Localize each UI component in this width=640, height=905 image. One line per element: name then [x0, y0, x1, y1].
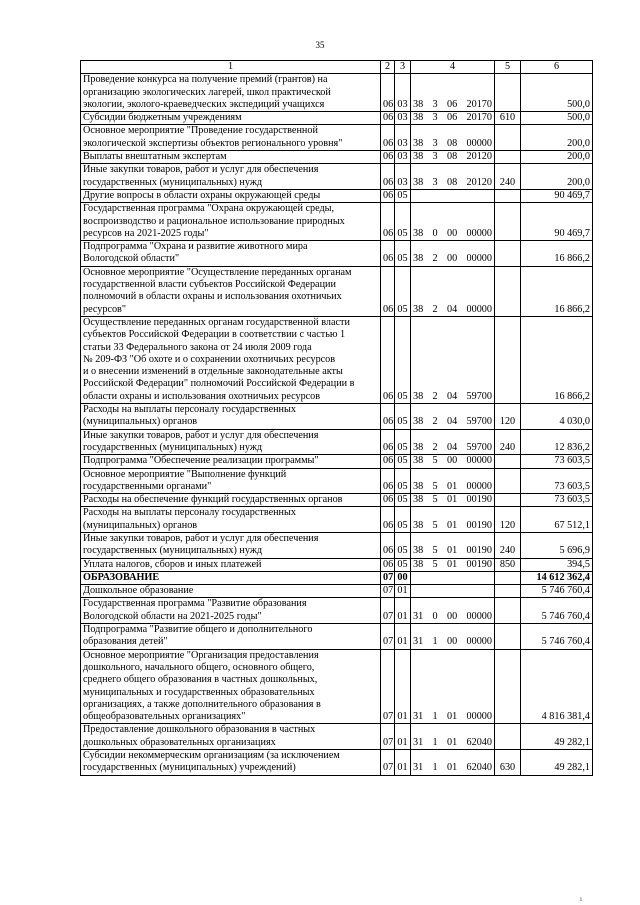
code-part: 04 — [446, 441, 458, 453]
table-header-row — [81, 61, 593, 74]
row-name: Подпрограмма "Развитие общего и дополнительного образования детей" — [81, 624, 381, 650]
row-subsection: 05 — [395, 404, 411, 430]
target-article-code — [413, 138, 492, 150]
code-part: 04 — [446, 303, 458, 315]
code-part: 06 — [446, 112, 458, 124]
code-part: 31 — [413, 636, 424, 648]
header-col-2: 2 — [381, 61, 395, 74]
row-amount: 500,0 — [521, 74, 593, 112]
row-amount: 14 612 362,4 — [521, 571, 593, 584]
header-col-6: 6 — [521, 61, 593, 74]
row-target-article — [411, 404, 495, 430]
row-amount: 73 603,5 — [521, 455, 593, 468]
row-section: 06 — [381, 429, 395, 455]
row-section: 06 — [381, 455, 395, 468]
code-part: 01 — [446, 558, 458, 570]
row-subsection: 01 — [395, 724, 411, 750]
code-part: 3 — [432, 137, 438, 149]
code-part: 1 — [432, 711, 438, 723]
row-expense-type — [495, 125, 521, 151]
row-expense-type — [495, 649, 521, 724]
row-name: Осуществление переданных органам государственной власти субъектов Российской Федерации в соответствии с частью 1 статьи 33 Федерального закона от 24 июля 2009 года № 209-ФЗ "Об охоте и о сохранении охотничьих ресурсов и о внесении изменений в отдельные законодательные акты Российской Федерации" полномочий Российской Федерации в области охраны и использования охотничьих ресурсов — [81, 316, 381, 403]
row-target-article — [411, 571, 495, 584]
row-section: 07 — [381, 571, 395, 584]
row-name: Иные закупки товаров, работ и услуг для обеспечения государственных (муниципальных) нужд — [81, 532, 381, 558]
table-row — [81, 468, 593, 494]
row-amount: 4 816 381,4 — [521, 649, 593, 724]
code-part: 38 — [413, 112, 424, 124]
target-article-code — [413, 737, 492, 749]
code-part: 38 — [413, 455, 424, 467]
row-name: Основное мероприятие "Проведение государственной экологической экспертизы объектов регионального уровня" — [81, 125, 381, 151]
row-section: 07 — [381, 724, 395, 750]
row-subsection: 05 — [395, 468, 411, 494]
row-target-article — [411, 266, 495, 316]
budget-table — [80, 60, 593, 776]
row-expense-type: 850 — [495, 558, 521, 571]
row-target-article — [411, 724, 495, 750]
code-part: 59700 — [466, 390, 492, 402]
code-part: 5 — [432, 519, 438, 531]
row-target-article — [411, 494, 495, 507]
code-part: 00000 — [466, 636, 492, 648]
table-row — [81, 585, 593, 598]
row-expense-type — [495, 624, 521, 650]
row-subsection: 03 — [395, 125, 411, 151]
row-section: 06 — [381, 507, 395, 533]
code-part: 04 — [446, 390, 458, 402]
page-number: 35 — [315, 40, 325, 50]
row-name: Расходы на выплаты персоналу государственных (муниципальных) органов — [81, 404, 381, 430]
target-article-code — [413, 762, 492, 774]
target-article-code — [413, 455, 492, 467]
row-target-article — [411, 429, 495, 455]
table-row — [81, 316, 593, 403]
code-part: 01 — [446, 762, 458, 774]
row-section: 07 — [381, 649, 395, 724]
row-target-article — [411, 241, 495, 267]
code-part: 38 — [413, 176, 424, 188]
row-subsection: 05 — [395, 455, 411, 468]
row-expense-type — [495, 468, 521, 494]
code-part: 38 — [413, 558, 424, 570]
code-part: 59700 — [466, 416, 492, 428]
table-row — [81, 724, 593, 750]
table-row — [81, 455, 593, 468]
row-section: 06 — [381, 532, 395, 558]
code-part: 38 — [413, 519, 424, 531]
code-part: 38 — [413, 137, 424, 149]
code-part: 3 — [432, 98, 438, 110]
row-name: Государственная программа "Охрана окружающей среды, воспроизводство и рациональное использование природных ресурсов на 2021-2025 годы" — [81, 203, 381, 241]
code-part: 5 — [432, 480, 438, 492]
row-name: Расходы на выплаты персоналу государственных (муниципальных) органов — [81, 507, 381, 533]
code-part: 20120 — [466, 151, 492, 163]
row-amount: 5 746 760,4 — [521, 624, 593, 650]
row-amount: 90 469,7 — [521, 203, 593, 241]
row-target-article — [411, 624, 495, 650]
table-row — [81, 74, 593, 112]
row-expense-type: 610 — [495, 112, 521, 125]
code-part: 38 — [413, 253, 424, 265]
code-part: 00000 — [466, 711, 492, 723]
target-article-code — [413, 711, 492, 723]
row-expense-type — [495, 455, 521, 468]
header-col-5: 5 — [495, 61, 521, 74]
row-target-article — [411, 750, 495, 776]
target-article-code — [413, 112, 492, 124]
row-subsection: 05 — [395, 558, 411, 571]
row-amount: 16 866,2 — [521, 316, 593, 403]
row-name: Подпрограмма "Охрана и развитие животного мира Вологодской области" — [81, 241, 381, 267]
code-part: 5 — [432, 494, 438, 506]
row-amount: 5 746 760,4 — [521, 598, 593, 624]
row-subsection: 03 — [395, 164, 411, 190]
row-amount: 5 746 760,4 — [521, 585, 593, 598]
code-part: 00000 — [466, 610, 492, 622]
code-part: 31 — [413, 610, 424, 622]
code-part: 00 — [446, 455, 458, 467]
code-part: 62040 — [466, 736, 492, 748]
row-amount: 500,0 — [521, 112, 593, 125]
row-subsection: 05 — [395, 429, 411, 455]
row-subsection: 05 — [395, 266, 411, 316]
row-amount: 49 282,1 — [521, 750, 593, 776]
row-expense-type — [495, 316, 521, 403]
row-expense-type — [495, 598, 521, 624]
table-row — [81, 507, 593, 533]
code-part: 20120 — [466, 176, 492, 188]
row-section: 06 — [381, 164, 395, 190]
code-part: 5 — [432, 455, 438, 467]
table-row — [81, 571, 593, 584]
code-part: 2 — [432, 253, 438, 265]
code-part: 00190 — [466, 558, 492, 570]
row-expense-type: 630 — [495, 750, 521, 776]
row-expense-type — [495, 585, 521, 598]
row-amount: 67 512,1 — [521, 507, 593, 533]
code-part: 20170 — [466, 112, 492, 124]
target-article-code — [413, 442, 492, 454]
code-part: 3 — [432, 112, 438, 124]
code-part: 38 — [413, 416, 424, 428]
row-expense-type: 240 — [495, 532, 521, 558]
target-article-code — [413, 559, 492, 571]
row-target-article — [411, 455, 495, 468]
row-subsection: 03 — [395, 112, 411, 125]
row-name: Выплаты внештатным экспертам — [81, 151, 381, 164]
code-part: 5 — [432, 545, 438, 557]
code-part: 38 — [413, 303, 424, 315]
target-article-code — [413, 99, 492, 111]
code-part: 00000 — [466, 137, 492, 149]
row-expense-type — [495, 203, 521, 241]
row-name: Основное мероприятие "Выполнение функций государственными органами" — [81, 468, 381, 494]
table-row — [81, 494, 593, 507]
row-subsection: 05 — [395, 494, 411, 507]
table-row — [81, 404, 593, 430]
table-row — [81, 151, 593, 164]
table-row — [81, 241, 593, 267]
code-part: 38 — [413, 151, 424, 163]
code-part: 38 — [413, 545, 424, 557]
code-part: 01 — [446, 736, 458, 748]
header-col-4: 4 — [411, 61, 495, 74]
row-section: 06 — [381, 151, 395, 164]
code-part: 2 — [432, 303, 438, 315]
code-part: 38 — [413, 441, 424, 453]
code-part: 01 — [446, 480, 458, 492]
row-expense-type — [495, 241, 521, 267]
row-subsection: 01 — [395, 598, 411, 624]
row-section: 07 — [381, 750, 395, 776]
target-article-code — [413, 481, 492, 493]
row-target-article — [411, 649, 495, 724]
target-article-code — [413, 228, 492, 240]
row-subsection: 05 — [395, 507, 411, 533]
row-subsection: 03 — [395, 151, 411, 164]
table-row — [81, 649, 593, 724]
code-part: 5 — [432, 558, 438, 570]
row-amount: 200,0 — [521, 151, 593, 164]
row-name: Дошкольное образование — [81, 585, 381, 598]
row-target-article — [411, 585, 495, 598]
code-part: 0 — [432, 610, 438, 622]
row-target-article — [411, 151, 495, 164]
row-amount: 90 469,7 — [521, 189, 593, 202]
row-expense-type — [495, 266, 521, 316]
table-row — [81, 624, 593, 650]
row-section: 06 — [381, 316, 395, 403]
code-part: 08 — [446, 151, 458, 163]
code-part: 3 — [432, 151, 438, 163]
row-subsection: 01 — [395, 750, 411, 776]
row-name: Другие вопросы в области охраны окружающей среды — [81, 189, 381, 202]
row-expense-type: 120 — [495, 404, 521, 430]
row-expense-type — [495, 724, 521, 750]
table-row — [81, 558, 593, 571]
row-target-article — [411, 532, 495, 558]
code-part: 00000 — [466, 303, 492, 315]
code-part: 01 — [446, 494, 458, 506]
row-target-article — [411, 316, 495, 403]
row-section: 06 — [381, 203, 395, 241]
code-part: 00 — [446, 636, 458, 648]
row-amount: 16 866,2 — [521, 266, 593, 316]
row-section: 06 — [381, 112, 395, 125]
table-row — [81, 429, 593, 455]
row-subsection: 01 — [395, 649, 411, 724]
row-subsection: 03 — [395, 74, 411, 112]
code-part: 01 — [446, 545, 458, 557]
code-part: 38 — [413, 480, 424, 492]
target-article-code — [413, 177, 492, 189]
row-subsection: 01 — [395, 624, 411, 650]
table-row — [81, 189, 593, 202]
code-part: 00190 — [466, 545, 492, 557]
edge-mark: ı — [580, 895, 582, 903]
target-article-code — [413, 545, 492, 557]
target-article-code — [413, 494, 492, 506]
target-article-code — [413, 416, 492, 428]
target-article-code — [413, 253, 492, 265]
table-row — [81, 598, 593, 624]
row-section: 07 — [381, 624, 395, 650]
table-row — [81, 203, 593, 241]
target-article-code — [413, 391, 492, 403]
row-section: 06 — [381, 468, 395, 494]
code-part: 08 — [446, 137, 458, 149]
row-name: Субсидии некоммерческим организациям (за исключением государственных (муниципальных) учреждений) — [81, 750, 381, 776]
row-amount: 73 603,5 — [521, 468, 593, 494]
table-row — [81, 266, 593, 316]
row-section: 06 — [381, 125, 395, 151]
code-part: 62040 — [466, 762, 492, 774]
code-part: 00190 — [466, 519, 492, 531]
row-name: Иные закупки товаров, работ и услуг для обеспечения государственных (муниципальных) нужд — [81, 429, 381, 455]
target-article-code — [413, 520, 492, 532]
code-part: 04 — [446, 416, 458, 428]
code-part: 00000 — [466, 480, 492, 492]
row-section: 06 — [381, 189, 395, 202]
code-part: 2 — [432, 441, 438, 453]
row-target-article — [411, 203, 495, 241]
row-amount: 49 282,1 — [521, 724, 593, 750]
code-part: 38 — [413, 227, 424, 239]
row-target-article — [411, 112, 495, 125]
row-target-article — [411, 558, 495, 571]
row-section: 06 — [381, 404, 395, 430]
row-amount: 5 696,9 — [521, 532, 593, 558]
row-expense-type: 240 — [495, 164, 521, 190]
code-part: 3 — [432, 176, 438, 188]
code-part: 06 — [446, 98, 458, 110]
row-subsection: 00 — [395, 571, 411, 584]
code-part: 38 — [413, 98, 424, 110]
row-amount: 4 030,0 — [521, 404, 593, 430]
row-target-article — [411, 125, 495, 151]
row-section: 07 — [381, 585, 395, 598]
row-target-article — [411, 189, 495, 202]
row-section: 06 — [381, 241, 395, 267]
code-part: 20170 — [466, 98, 492, 110]
table-row — [81, 532, 593, 558]
row-section: 06 — [381, 74, 395, 112]
code-part: 1 — [432, 762, 438, 774]
code-part: 00000 — [466, 455, 492, 467]
code-part: 01 — [446, 711, 458, 723]
code-part: 1 — [432, 636, 438, 648]
row-name: ОБРАЗОВАНИЕ — [81, 571, 381, 584]
row-amount: 73 603,5 — [521, 494, 593, 507]
code-part: 00000 — [466, 227, 492, 239]
row-target-article — [411, 74, 495, 112]
row-expense-type — [495, 151, 521, 164]
table-row — [81, 164, 593, 190]
row-subsection: 01 — [395, 585, 411, 598]
row-target-article — [411, 598, 495, 624]
table-row — [81, 125, 593, 151]
row-name: Основное мероприятие "Организация предоставления дошкольного, начального общего, основного общего, среднего общего образования в частных дошкольных, муниципальных и государственных образовательных организациях, а также дополнительного образования в общеобразовательных организациях" — [81, 649, 381, 724]
table-row — [81, 112, 593, 125]
code-part: 08 — [446, 176, 458, 188]
row-name: Проведение конкурса на получение премий (грантов) на организацию экологических лагерей, школ практической экологии, эколого-краеведческих экспедиций учащихся — [81, 74, 381, 112]
code-part: 31 — [413, 711, 424, 723]
code-part: 38 — [413, 494, 424, 506]
table-row — [81, 750, 593, 776]
code-part: 2 — [432, 390, 438, 402]
row-amount: 394,5 — [521, 558, 593, 571]
code-part: 31 — [413, 762, 424, 774]
code-part: 38 — [413, 390, 424, 402]
row-amount: 200,0 — [521, 125, 593, 151]
row-name: Субсидии бюджетным учреждениям — [81, 112, 381, 125]
row-amount: 16 866,2 — [521, 241, 593, 267]
target-article-code — [413, 636, 492, 648]
code-part: 0 — [432, 227, 438, 239]
row-subsection: 05 — [395, 316, 411, 403]
row-section: 06 — [381, 494, 395, 507]
code-part: 1 — [432, 736, 438, 748]
header-col-1: 1 — [81, 61, 381, 74]
target-article-code — [413, 611, 492, 623]
row-name: Основное мероприятие "Осуществление переданных органам государственной власти субъектов Российской Федерации полномочий в области охраны и использования охотничьих ресурсов" — [81, 266, 381, 316]
row-expense-type: 240 — [495, 429, 521, 455]
row-subsection: 05 — [395, 189, 411, 202]
row-target-article — [411, 507, 495, 533]
row-section: 07 — [381, 598, 395, 624]
row-expense-type: 120 — [495, 507, 521, 533]
header-col-3: 3 — [395, 61, 411, 74]
code-part: 00190 — [466, 494, 492, 506]
row-amount: 12 836,2 — [521, 429, 593, 455]
code-part: 2 — [432, 416, 438, 428]
code-part: 00 — [446, 610, 458, 622]
row-amount: 200,0 — [521, 164, 593, 190]
row-section: 06 — [381, 558, 395, 571]
row-name: Уплата налогов, сборов и иных платежей — [81, 558, 381, 571]
row-name: Предоставление дошкольного образования в частных дошкольных образовательных организациях — [81, 724, 381, 750]
row-name: Подпрограмма "Обеспечение реализации программы" — [81, 455, 381, 468]
code-part: 00000 — [466, 253, 492, 265]
row-subsection: 05 — [395, 241, 411, 267]
row-expense-type — [495, 189, 521, 202]
row-target-article — [411, 468, 495, 494]
code-part: 59700 — [466, 441, 492, 453]
row-subsection: 05 — [395, 203, 411, 241]
row-expense-type — [495, 571, 521, 584]
code-part: 00 — [446, 227, 458, 239]
row-expense-type — [495, 494, 521, 507]
code-part: 00 — [446, 253, 458, 265]
row-expense-type — [495, 74, 521, 112]
row-name: Государственная программа "Развитие образования Вологодской области на 2021-2025 годы" — [81, 598, 381, 624]
row-name: Расходы на обеспечение функций государственных органов — [81, 494, 381, 507]
row-name: Иные закупки товаров, работ и услуг для обеспечения государственных (муниципальных) нужд — [81, 164, 381, 190]
row-section: 06 — [381, 266, 395, 316]
row-target-article — [411, 164, 495, 190]
target-article-code — [413, 151, 492, 163]
code-part: 31 — [413, 736, 424, 748]
row-subsection: 05 — [395, 532, 411, 558]
target-article-code — [413, 304, 492, 316]
code-part: 01 — [446, 519, 458, 531]
